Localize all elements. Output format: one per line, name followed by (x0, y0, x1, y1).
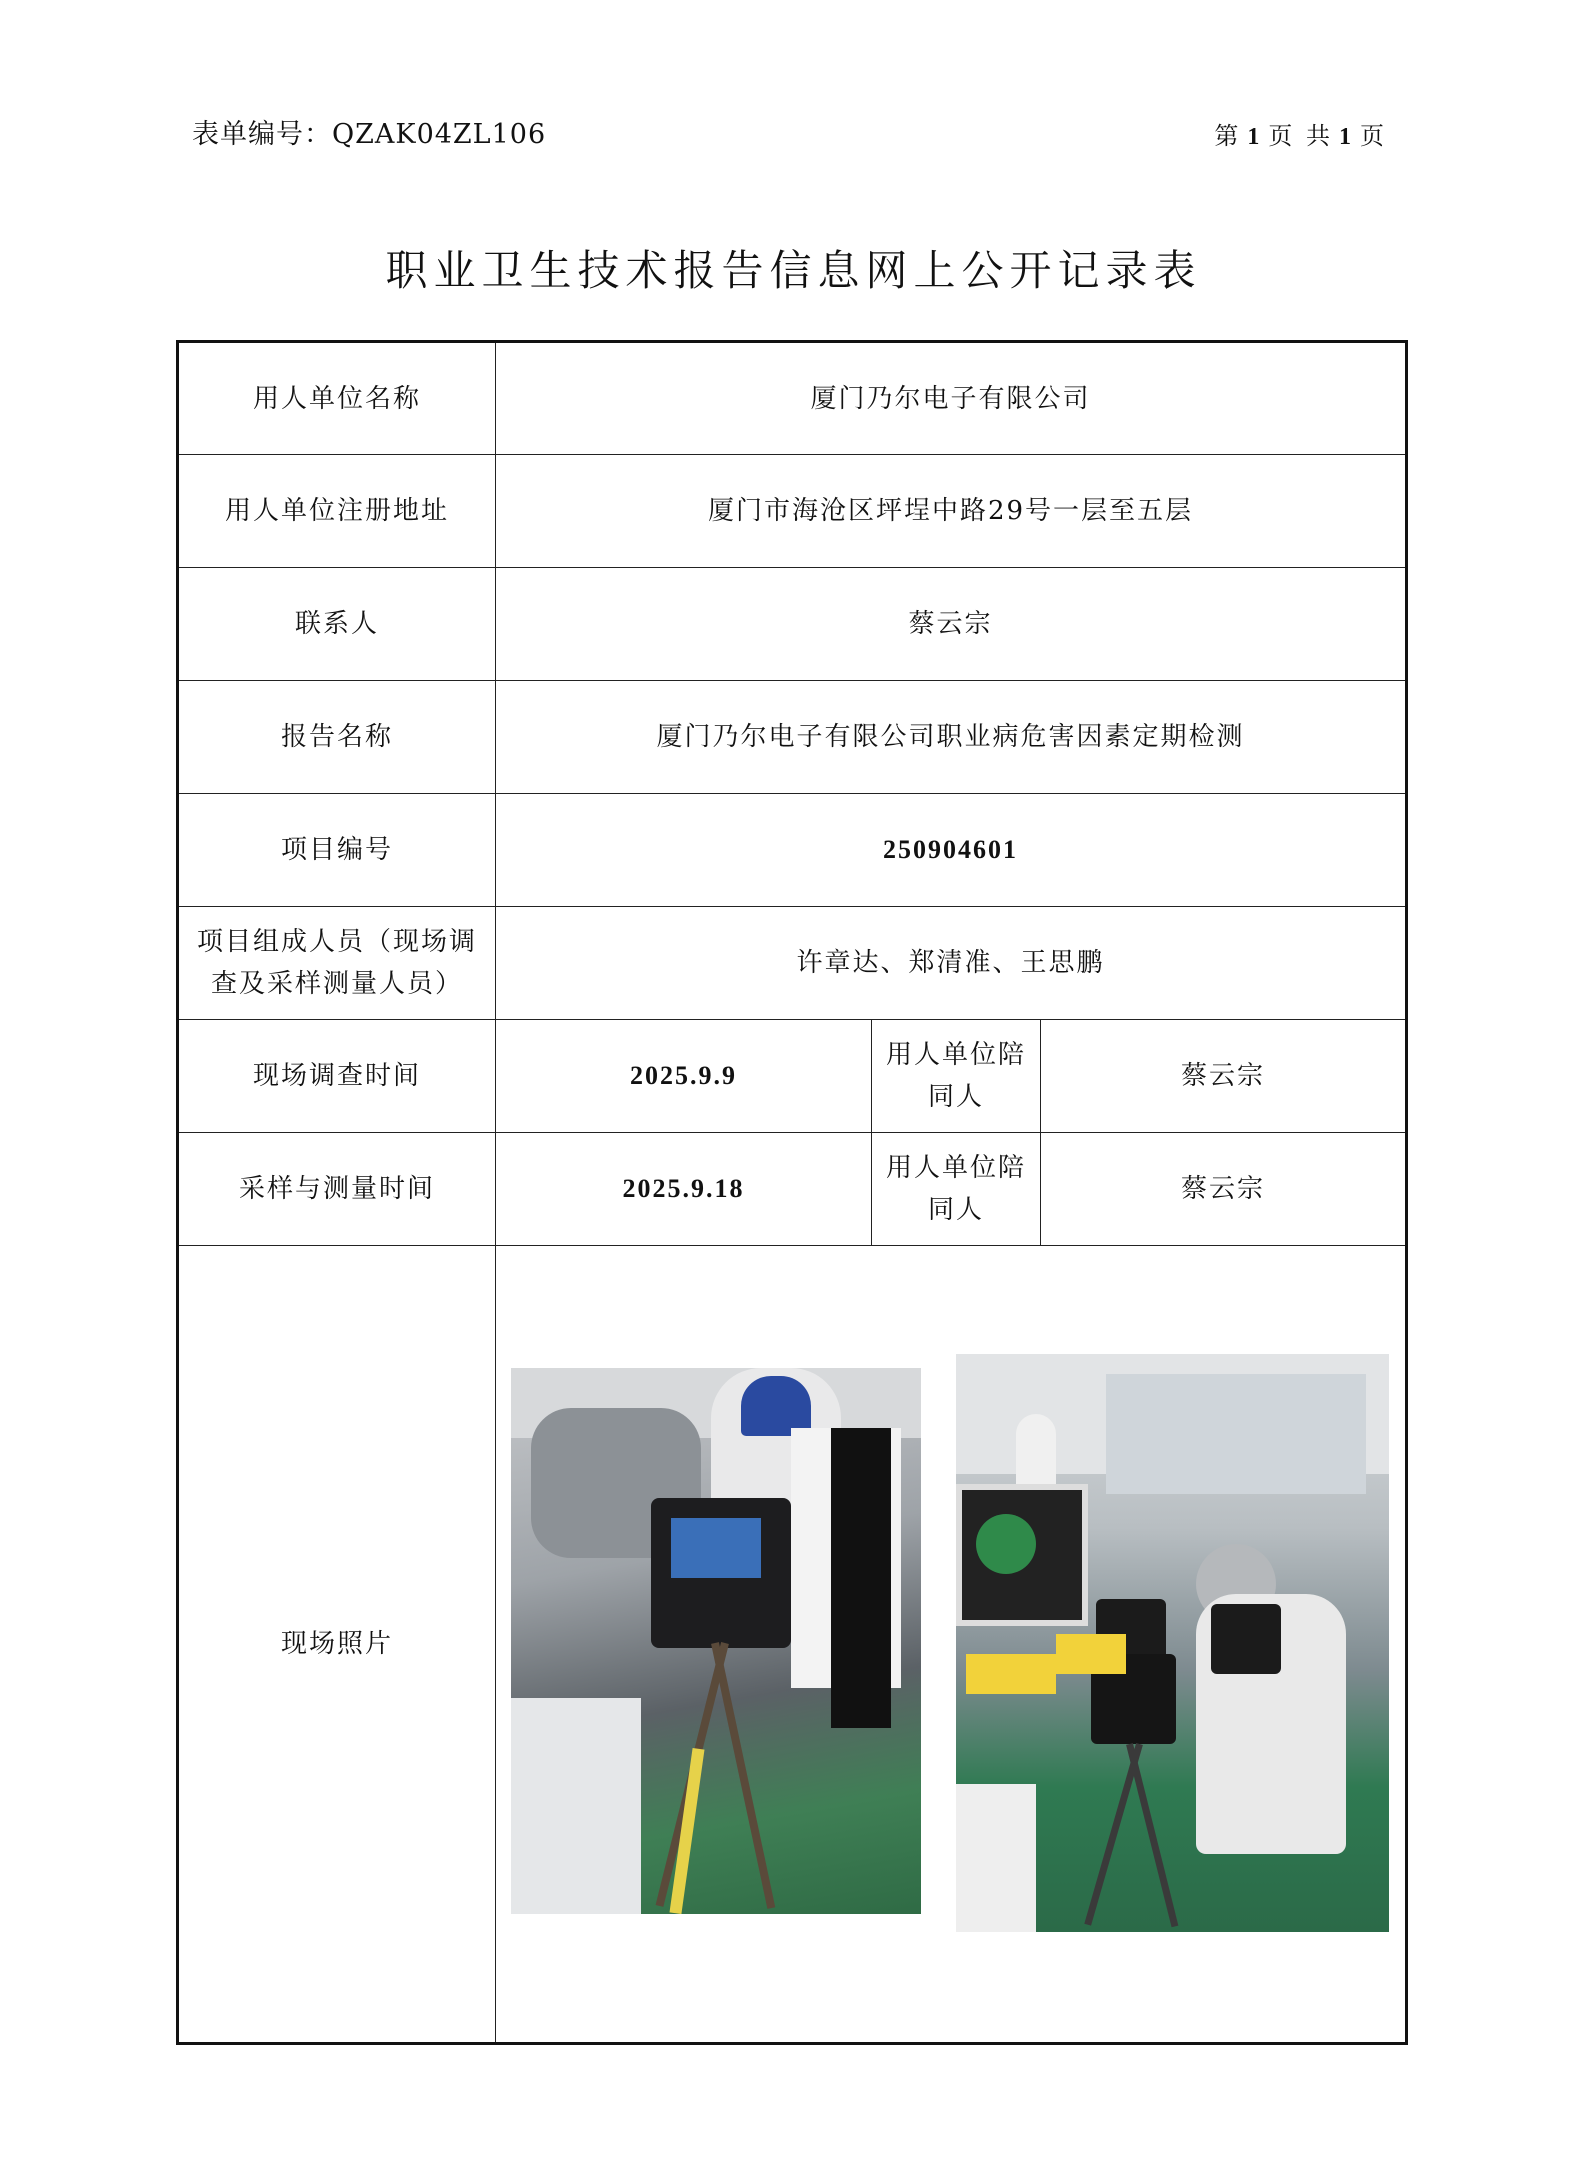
table-row (178, 342, 1407, 455)
table-row (178, 1020, 1407, 1133)
members-value: 许章达、郑清准、王思鹏 (496, 907, 1407, 1020)
page-title: 职业卫生技术报告信息网上公开记录表 (385, 246, 1202, 295)
company-value: 厦门乃尔电子有限公司 (496, 342, 1407, 455)
members-label: 项目组成人员（现场调查及采样测量人员） (178, 907, 496, 1020)
table-row (178, 794, 1407, 907)
company-label: 用人单位名称 (178, 342, 496, 455)
record-table (176, 340, 1408, 2045)
page-suffix: 页 (1360, 122, 1387, 150)
page-total: 1 (1339, 124, 1354, 150)
table-row (178, 907, 1407, 1020)
table-row (178, 1246, 1407, 2044)
photos-cell (496, 1246, 1407, 2044)
page-current: 1 (1247, 124, 1263, 150)
photos-container (496, 1246, 1405, 2042)
sampling-escort-value: 蔡云宗 (1041, 1133, 1407, 1246)
site-photo-2 (956, 1354, 1389, 1932)
contact-value: 蔡云宗 (496, 568, 1407, 681)
form-number: 表单编号：QZAK04ZL106 (192, 119, 547, 150)
sampling-time-value: 2025.9.18 (496, 1133, 872, 1246)
site-photo-1 (511, 1368, 921, 1914)
survey-time-label: 现场调查时间 (178, 1020, 496, 1133)
page-prefix: 第 (1214, 122, 1242, 150)
page-indicator (1214, 116, 1387, 151)
contact-label: 联系人 (178, 568, 496, 681)
survey-escort-label: 用人单位陪同人 (872, 1020, 1041, 1133)
page-mid: 页 共 (1268, 122, 1333, 150)
survey-escort-value: 蔡云宗 (1041, 1020, 1407, 1133)
survey-time-value: 2025.9.9 (496, 1020, 872, 1133)
table-row (178, 681, 1407, 794)
report-label: 报告名称 (178, 681, 496, 794)
address-label: 用人单位注册地址 (178, 455, 496, 568)
table-row (178, 568, 1407, 681)
sampling-time-label: 采样与测量时间 (178, 1133, 496, 1246)
photos-label: 现场照片 (178, 1246, 496, 2044)
table-row (178, 455, 1407, 568)
sampling-escort-label: 用人单位陪同人 (872, 1133, 1041, 1246)
project-no-value: 250904601 (496, 794, 1407, 907)
address-value: 厦门市海沧区坪埕中路29号一层至五层 (496, 455, 1407, 568)
project-no-label: 项目编号 (178, 794, 496, 907)
report-value: 厦门乃尔电子有限公司职业病危害因素定期检测 (496, 681, 1407, 794)
table-row (178, 1133, 1407, 1246)
